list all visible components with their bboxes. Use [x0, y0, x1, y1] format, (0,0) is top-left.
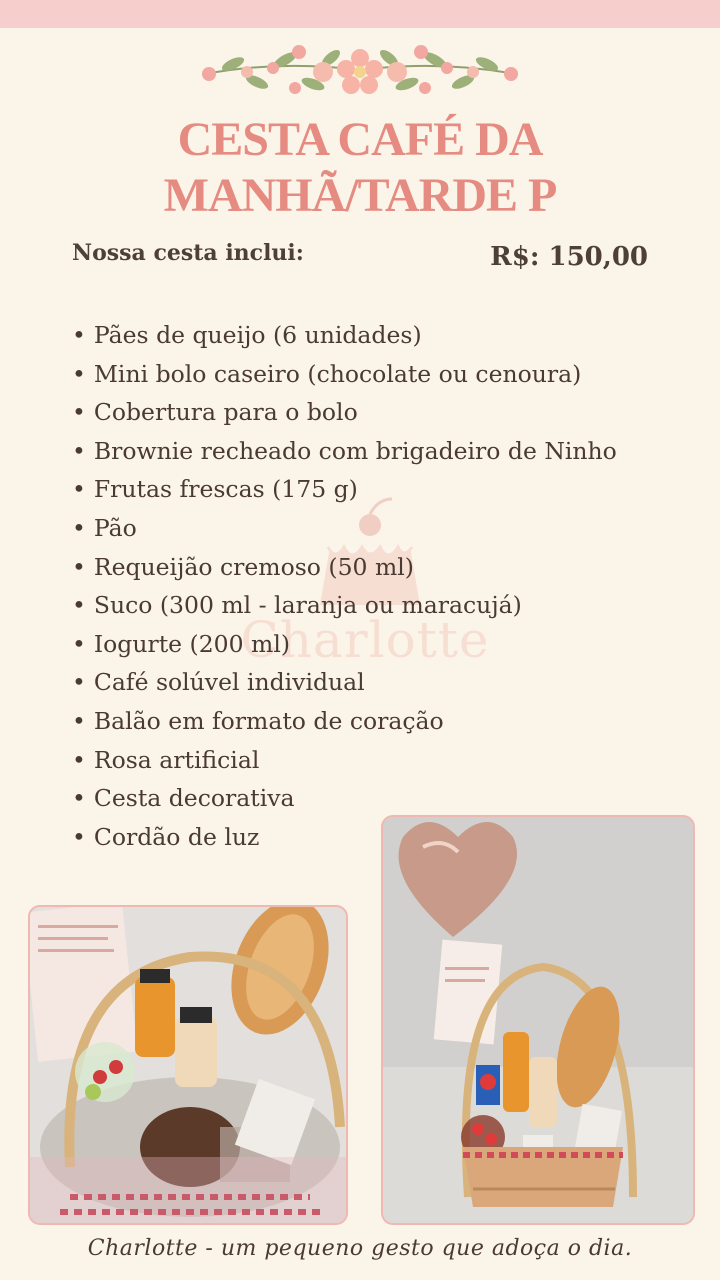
price-label: R$: 150,00	[490, 242, 648, 272]
page-title	[0, 112, 720, 224]
list-item: • Pães de queijo (6 unidades)	[72, 316, 617, 355]
items-list	[72, 316, 617, 856]
list-item: • Brownie recheado com brigadeiro de Ninho	[72, 432, 617, 471]
list-item: • Suco (300 ml - laranja ou maracujá)	[72, 586, 617, 625]
list-item: • Requeijão cremoso (50 ml)	[72, 548, 617, 587]
basket-photo-1[interactable]	[28, 905, 348, 1225]
title-line-1: CESTA CAFÉ DA	[177, 113, 543, 166]
basket-photo-2[interactable]	[381, 815, 695, 1225]
list-item: • Cordão de luz	[72, 818, 617, 857]
list-item: • Café solúvel individual	[72, 663, 617, 702]
title-line-2: MANHÃ/TARDE P	[163, 169, 557, 222]
list-item: • Cobertura para o bolo	[72, 393, 617, 432]
list-item: • Rosa artificial	[72, 741, 617, 780]
list-item: • Balão em formato de coração	[72, 702, 617, 741]
list-item: • Frutas frescas (175 g)	[72, 470, 617, 509]
list-item: • Iogurte (200 ml)	[72, 625, 617, 664]
floral-decoration-icon	[195, 38, 525, 104]
list-item: • Pão	[72, 509, 617, 548]
list-item: • Cesta decorativa	[72, 779, 617, 818]
footer-tagline: Charlotte - um pequeno gesto que adoça o dia.	[87, 1236, 633, 1261]
basket-balloon-image-icon	[383, 817, 693, 1223]
basket-image-icon	[30, 907, 346, 1223]
top-bar	[0, 0, 720, 28]
list-item: • Mini bolo caseiro (chocolate ou cenoura)	[72, 355, 617, 394]
watermark-text: Charlotte	[240, 611, 490, 669]
includes-heading: Nossa cesta inclui:	[72, 240, 304, 266]
